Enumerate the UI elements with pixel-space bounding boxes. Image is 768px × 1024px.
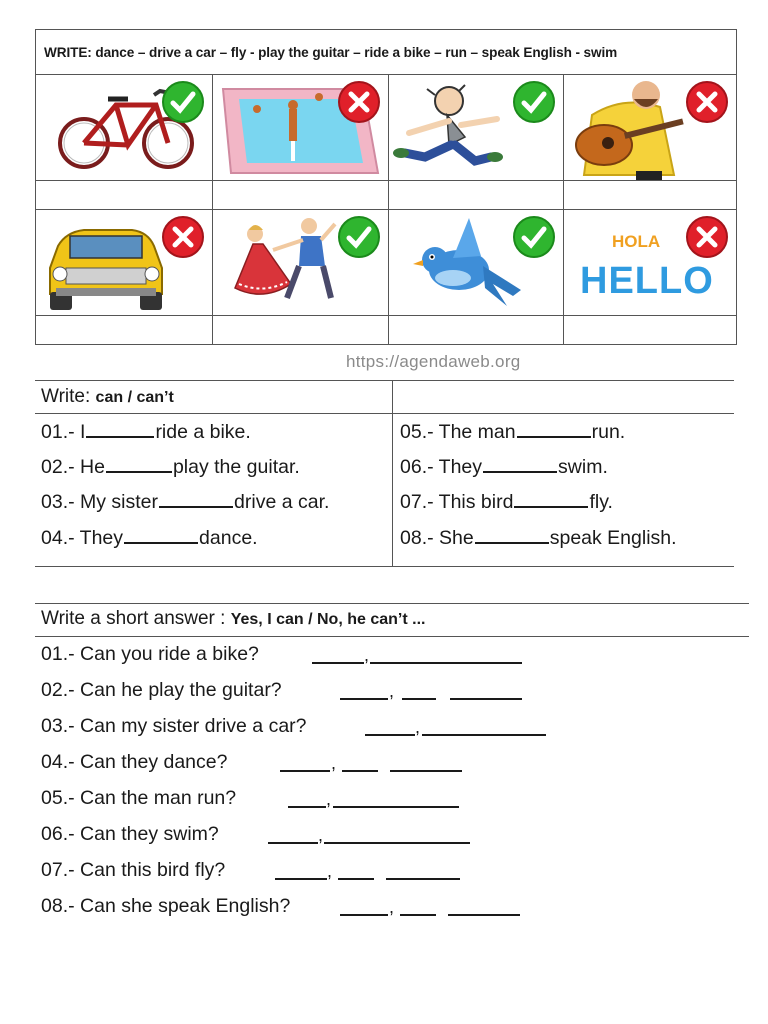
title-bold-text: Yes, I can / No, he can’t ... <box>230 611 426 628</box>
answer-cell[interactable] <box>564 316 736 344</box>
picture-table <box>35 29 737 345</box>
question-1: 01.- Can you ride a bike? <box>41 643 259 665</box>
answer-blank[interactable] <box>124 541 198 544</box>
answer-blank[interactable] <box>86 435 154 438</box>
comma: , <box>318 825 324 845</box>
sentence-end: run. <box>591 421 626 443</box>
cross-icon <box>162 216 204 258</box>
header-divider <box>35 413 734 414</box>
answer-blank[interactable] <box>333 806 459 808</box>
sentence-5 <box>400 421 625 444</box>
answer-row-1 <box>36 181 736 210</box>
sentence-6 <box>400 456 608 479</box>
cross-icon <box>686 81 728 123</box>
answer-blank[interactable] <box>483 470 557 473</box>
question-6: 06.- Can they swim? <box>41 823 219 845</box>
sentence-start: 01.- I <box>41 421 86 443</box>
question-5: 05.- Can the man run? <box>41 787 237 809</box>
answer-blank[interactable] <box>340 914 388 916</box>
sentence-1 <box>41 421 251 444</box>
sentence-4 <box>41 527 258 550</box>
answer-blank[interactable] <box>422 734 546 736</box>
section-divider <box>35 636 749 637</box>
sentence-end: swim. <box>558 456 608 478</box>
title-text: Write a short answer : <box>41 608 226 629</box>
sentence-end: ride a bike. <box>155 421 251 443</box>
cross-icon <box>686 216 728 258</box>
check-icon <box>162 81 204 123</box>
answer-blank[interactable] <box>517 435 591 438</box>
instruction-header: WRITE: dance – drive a car – fly - play the guitar – ride a bike – run – speak English - swim <box>36 30 736 75</box>
answer-blank[interactable] <box>402 698 436 700</box>
answer-cell[interactable] <box>213 181 389 209</box>
sentence-start: 05.- The man <box>400 421 516 443</box>
answer-blank[interactable] <box>288 806 326 808</box>
sentence-start: 07.- This bird <box>400 491 514 513</box>
short-answer-title <box>41 608 425 630</box>
question-4: 04.- Can they dance? <box>41 751 228 773</box>
comma: , <box>415 717 421 737</box>
answer-blank[interactable] <box>400 914 436 916</box>
answer-blank[interactable] <box>338 878 374 880</box>
cross-icon <box>338 81 380 123</box>
picture-cell-pool <box>213 75 389 180</box>
answer-blank[interactable] <box>342 770 378 772</box>
answer-blank[interactable] <box>324 842 470 844</box>
comma: , <box>389 897 395 917</box>
answer-blank[interactable] <box>514 505 588 508</box>
answer-blank[interactable] <box>390 770 462 772</box>
comma: , <box>331 753 337 773</box>
answer-cell[interactable] <box>213 316 389 344</box>
answer-blank[interactable] <box>106 470 172 473</box>
answer-blank[interactable] <box>159 505 233 508</box>
sentence-end: dance. <box>199 527 258 549</box>
sentence-7 <box>400 491 613 514</box>
answer-cell[interactable] <box>389 316 564 344</box>
sentence-start: 04.- They <box>41 527 124 549</box>
sentence-start: 02.- He <box>41 456 105 478</box>
answer-blank[interactable] <box>340 698 388 700</box>
question-3: 03.- Can my sister drive a car? <box>41 715 307 737</box>
answer-cell[interactable] <box>564 181 736 209</box>
sentence-start: 08.- She <box>400 527 474 549</box>
answer-blank[interactable] <box>280 770 330 772</box>
picture-cell-guitar <box>564 75 736 180</box>
answer-cell[interactable] <box>389 181 564 209</box>
answer-blank[interactable] <box>475 541 549 544</box>
question-7: 07.- Can this bird fly? <box>41 859 226 881</box>
sentence-end: play the guitar. <box>172 456 300 478</box>
title-bold-text: can / can’t <box>95 389 174 406</box>
question-8: 08.- Can she speak English? <box>41 895 291 917</box>
picture-cell-run <box>389 75 564 180</box>
sentence-end: fly. <box>589 491 613 513</box>
comma: , <box>327 861 333 881</box>
answer-blank[interactable] <box>312 662 364 664</box>
section-divider <box>35 603 749 604</box>
answer-blank[interactable] <box>370 662 522 664</box>
picture-cell-bike <box>36 75 213 180</box>
picture-cell-dance <box>213 210 389 315</box>
question-2: 02.- Can he play the guitar? <box>41 679 282 701</box>
sentence-3 <box>41 491 329 514</box>
picture-cell-bird <box>389 210 564 315</box>
answer-blank[interactable] <box>450 698 522 700</box>
sentence-end: speak English. <box>549 527 677 549</box>
check-icon <box>338 216 380 258</box>
comma: , <box>364 645 370 665</box>
column-divider <box>392 381 393 566</box>
sentence-start: 03.- My sister <box>41 491 159 513</box>
picture-cell-hello <box>564 210 736 315</box>
can-cant-title <box>41 386 174 408</box>
comma: , <box>326 789 332 809</box>
check-icon <box>513 81 555 123</box>
answer-blank[interactable] <box>268 842 318 844</box>
answer-row-2 <box>36 316 736 344</box>
hola-text: HOLA <box>612 232 661 251</box>
watermark: https://agendaweb.org <box>346 352 521 371</box>
can-cant-table <box>35 380 734 567</box>
sentence-end: drive a car. <box>234 491 330 513</box>
check-icon <box>513 216 555 258</box>
answer-blank[interactable] <box>448 914 520 916</box>
picture-row-1 <box>36 75 736 181</box>
sentence-2 <box>41 456 300 479</box>
answer-blank[interactable] <box>365 734 415 736</box>
answer-blank[interactable] <box>275 878 327 880</box>
sentence-8 <box>400 527 677 550</box>
title-text: Write: <box>41 386 91 407</box>
picture-cell-car <box>36 210 213 315</box>
picture-row-2 <box>36 210 736 316</box>
hello-text: HELLO <box>580 260 714 302</box>
answer-blank[interactable] <box>386 878 460 880</box>
answer-cell[interactable] <box>36 181 213 209</box>
sentence-start: 06.- They <box>400 456 483 478</box>
comma: , <box>389 681 395 701</box>
answer-cell[interactable] <box>36 316 213 344</box>
